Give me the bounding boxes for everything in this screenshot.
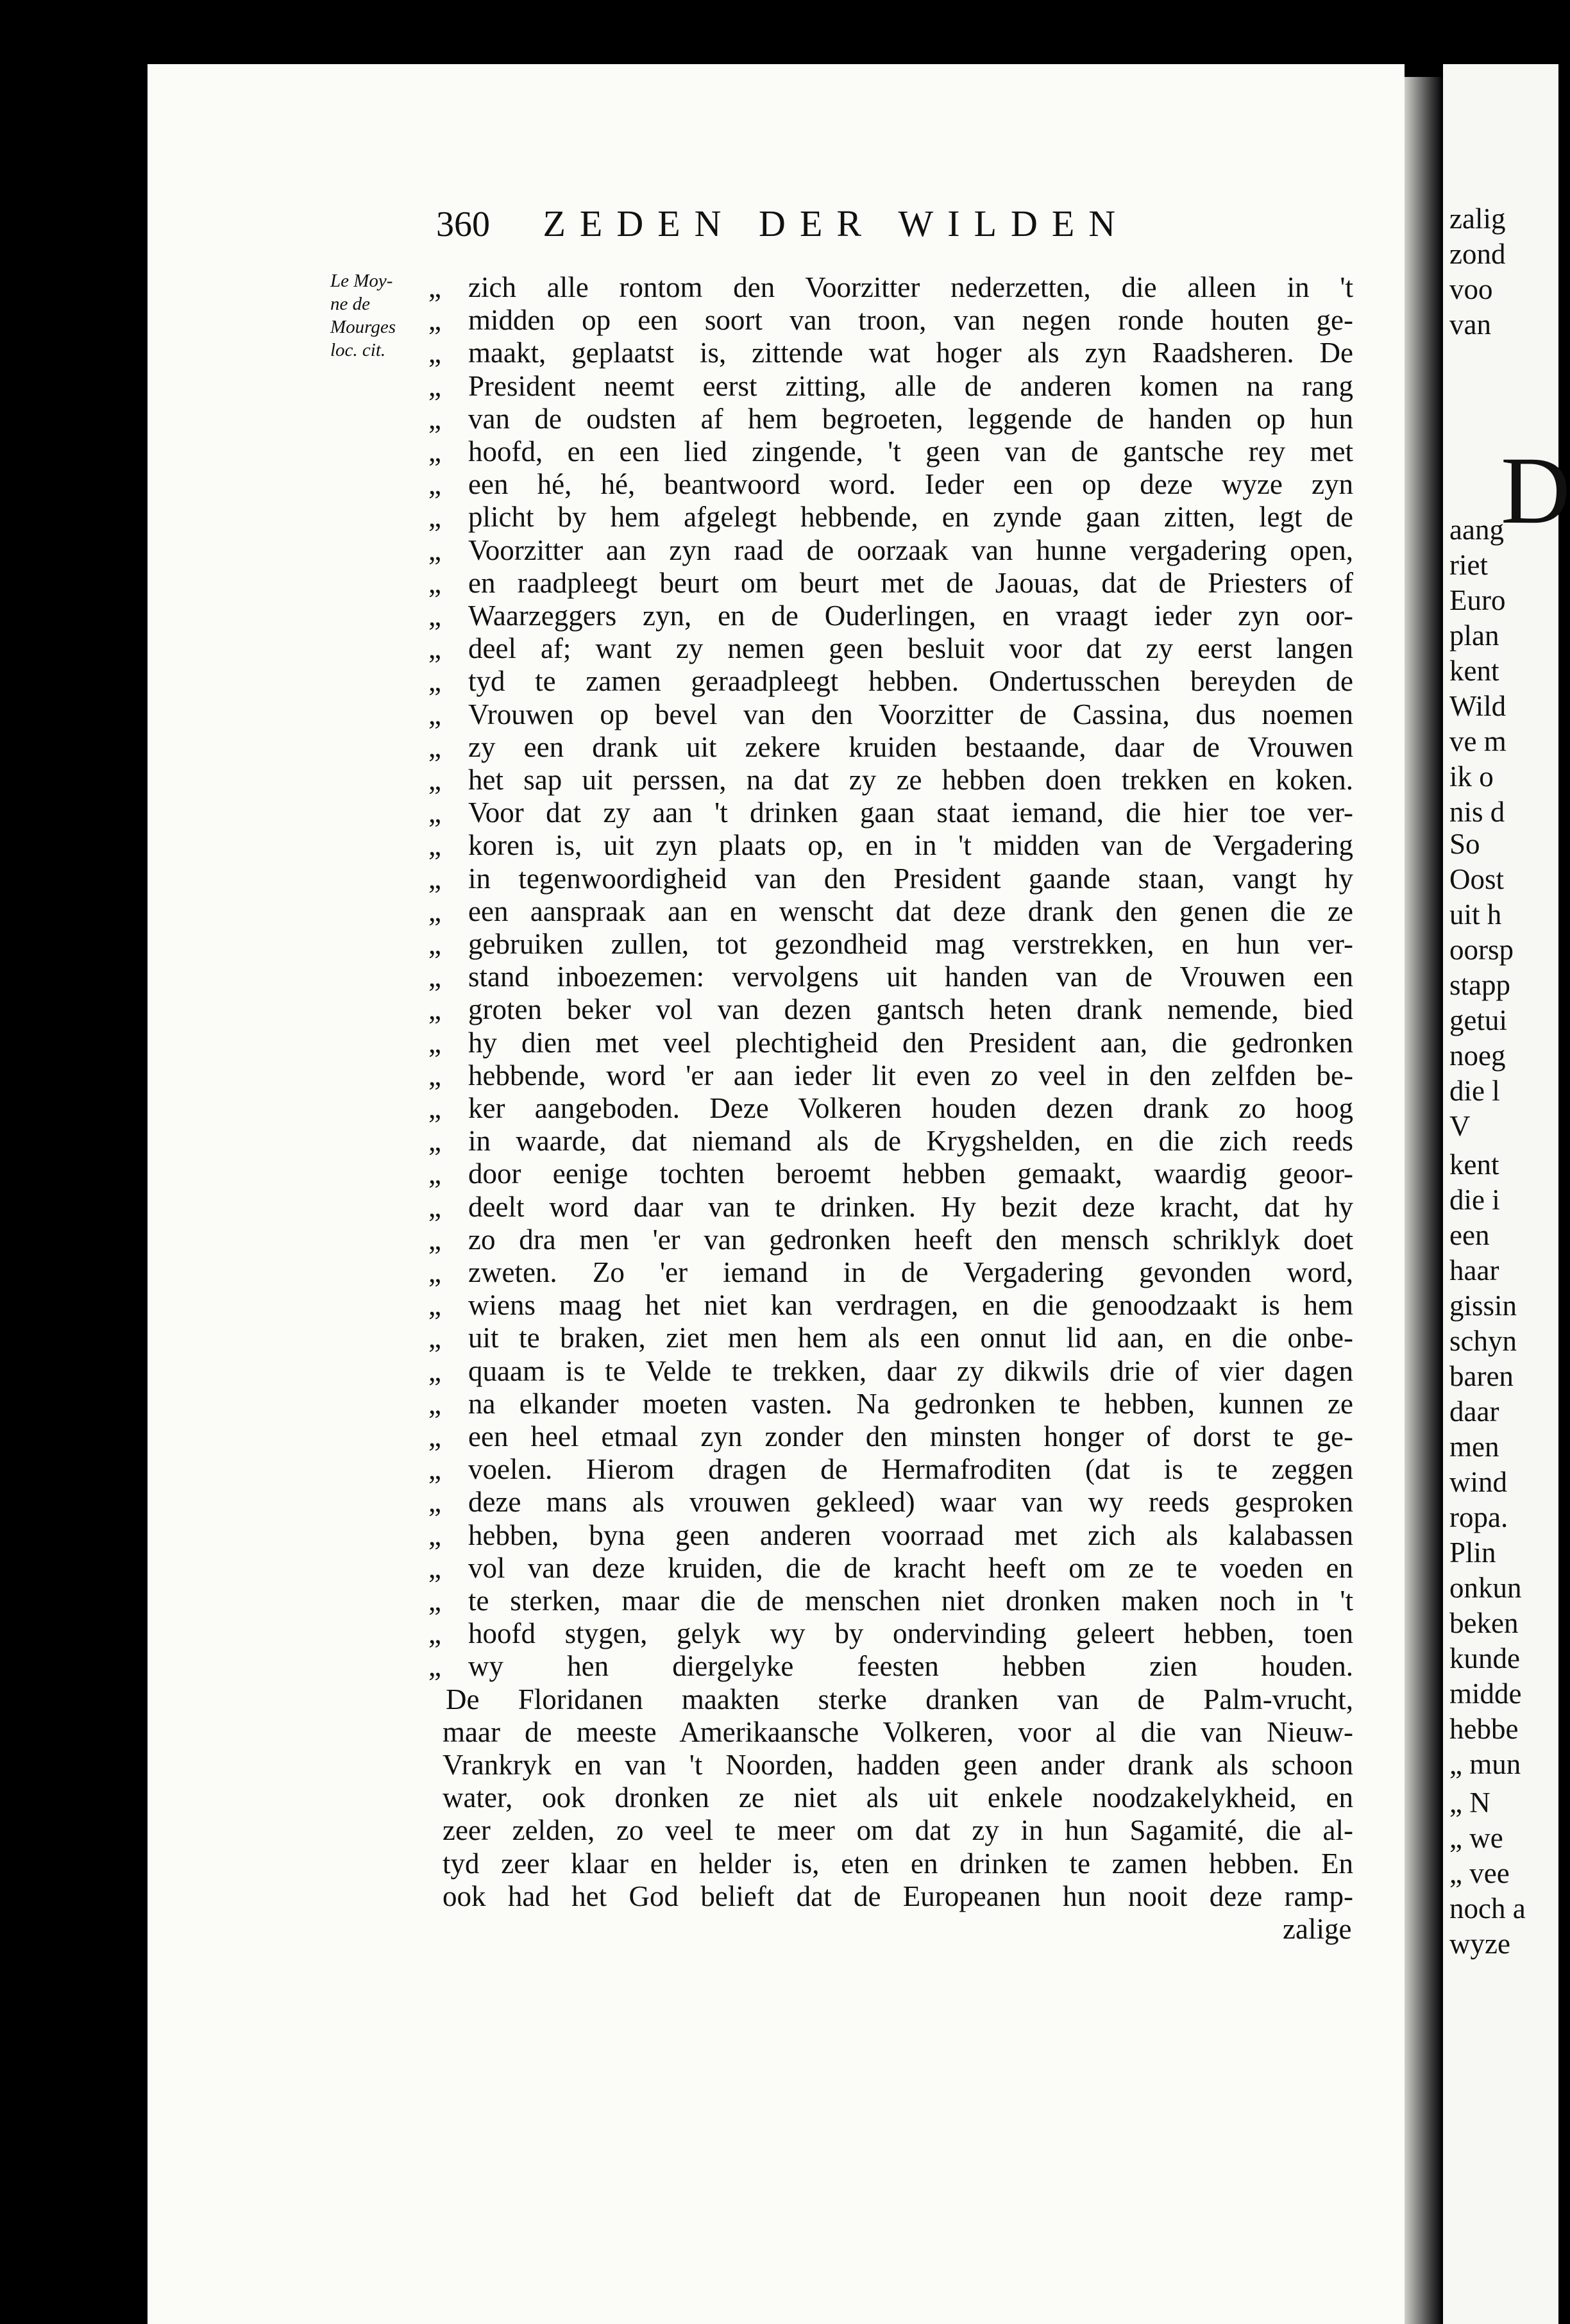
paragraph-line: maar de meeste Amerikaansche Volkeren, voor al die van Nieuw- <box>443 1715 1353 1748</box>
right-page-text-fragment: kunde <box>1449 1642 1520 1674</box>
right-page-text-fragment: „ we <box>1449 1822 1503 1854</box>
quote-line: midden op een soort van troon, van negen ronde houten ge- <box>468 304 1353 337</box>
quote-mark: „ <box>428 534 441 566</box>
quote-line: zweten. Zo 'er iemand in de Vergadering gevonden word, <box>468 1256 1353 1288</box>
quote-mark: „ <box>428 698 441 730</box>
right-page-text-fragment: wyze <box>1449 1928 1510 1960</box>
right-page-text-fragment: So <box>1449 828 1480 860</box>
right-page-text-fragment: beken <box>1449 1607 1519 1639</box>
right-page-text-fragment: hebbe <box>1449 1713 1519 1745</box>
quote-mark: „ <box>428 600 441 632</box>
quote-line: hoofd, en een lied zingende, 't geen van de gantsche rey met <box>468 435 1353 467</box>
paragraph-line: Vrankryk en van 't Noorden, hadden geen ander drank als schoon <box>443 1749 1353 1781</box>
paragraph-line: water, ook dronken ze niet als uit enkele noodzakelykheid, en <box>443 1781 1353 1814</box>
right-page-text-fragment: getui <box>1449 1004 1507 1036</box>
quote-mark: „ <box>428 1519 441 1551</box>
quote-line: zich alle rontom den Voorzitter nederzetten, die alleen in 't <box>468 271 1353 303</box>
margin-note <box>330 269 407 362</box>
quote-mark: „ <box>428 1125 441 1158</box>
quote-mark: „ <box>428 468 441 501</box>
quote-mark: „ <box>428 435 441 467</box>
quote-line: Voorzitter aan zyn raad de oorzaak van hunne vergadering open, <box>468 534 1353 566</box>
right-page-text-fragment: wind <box>1449 1466 1507 1498</box>
right-page-text-fragment: baren <box>1449 1360 1514 1392</box>
quote-mark: „ <box>428 1223 441 1256</box>
right-page-text-fragment: Oost <box>1449 863 1505 895</box>
quote-mark: „ <box>428 1026 441 1059</box>
quote-line: Vrouwen op bevel van den Voorzitter de Cassina, dus noemen <box>468 698 1353 730</box>
quote-mark: „ <box>428 1354 441 1387</box>
quote-line: een aanspraak aan en wenscht dat deze drank den genen die ze <box>468 895 1353 927</box>
right-page-text-fragment: nis d <box>1449 796 1505 828</box>
quote-line: groten beker vol van dezen gantsch heten drank nemende, bied <box>468 993 1353 1026</box>
page-number: 360 <box>436 205 490 244</box>
quote-line: deel af; want zy nemen geen besluit voor dat zy eerst langen <box>468 632 1353 665</box>
quote-mark: „ <box>428 304 441 337</box>
right-page-text-fragment: onkun <box>1449 1572 1522 1604</box>
right-page-text-fragment: die i <box>1449 1184 1500 1216</box>
running-header <box>436 202 1398 245</box>
right-page-text-fragment: „ mun <box>1449 1748 1521 1780</box>
paragraph-line: ook had het God belieft dat de Europeanen hun nooit deze ramp- <box>443 1880 1353 1912</box>
right-page-fragment <box>1443 64 1570 2324</box>
quote-mark: „ <box>428 961 441 993</box>
quote-mark: „ <box>428 1453 441 1486</box>
right-page-text-fragment: Euro <box>1449 584 1506 616</box>
quote-line: stand inboezemen: vervolgens uit handen van de Vrouwen een <box>468 961 1353 993</box>
catchword: zalige <box>1283 1913 1352 1945</box>
paragraph-line: tyd zeer klaar en helder is, eten en drinken te zamen hebben. En <box>443 1847 1353 1880</box>
quote-line: tyd te zamen geraadpleegt hebben. Ondertusschen bereyden de <box>468 665 1353 698</box>
quote-mark: „ <box>428 829 441 862</box>
quote-mark: „ <box>428 895 441 927</box>
quote-line: een hé, hé, beantwoord word. Ieder een op deze wyze zyn <box>468 468 1353 501</box>
right-page-text-fragment: gissin <box>1449 1290 1517 1322</box>
right-page-text-fragment: schyn <box>1449 1325 1517 1357</box>
right-page-text-fragment: ik o <box>1449 761 1494 793</box>
right-page-text-fragment: Wild <box>1449 690 1507 722</box>
right-page-text-fragment: Plin <box>1449 1537 1496 1569</box>
quote-mark: „ <box>428 796 441 829</box>
paragraph-line: zeer zelden, zo veel te meer om dat zy in hun Sagamité, die al- <box>443 1814 1353 1847</box>
quote-line: wy hen diergelyke feesten hebben zien houden. <box>468 1650 1353 1683</box>
quote-line: zy een drank uit zekere kruiden bestaande, daar de Vrouwen <box>468 730 1353 763</box>
margin-note-line: loc. cit. <box>330 340 386 360</box>
quote-line: quaam is te Velde te trekken, daar zy dikwils drie of vier dagen <box>468 1354 1353 1387</box>
quote-line: wiens maag het niet kan verdragen, en die genoodzaakt is hem <box>468 1289 1353 1322</box>
margin-note-line: ne de <box>330 294 370 314</box>
quote-mark: „ <box>428 1387 441 1420</box>
right-page-text-fragment: een <box>1449 1219 1490 1251</box>
quote-line: Voor dat zy aan 't drinken gaan staat iemand, die hier toe ver- <box>468 796 1353 829</box>
quote-line: hy dien met veel plechtigheid den President aan, die gedronken <box>468 1026 1353 1059</box>
margin-note-line: Le Moy- <box>330 271 393 291</box>
quote-mark: „ <box>428 1322 441 1354</box>
right-page-text-fragment: ropa. <box>1449 1501 1508 1533</box>
right-page-text-fragment: men <box>1449 1431 1499 1463</box>
quote-mark: „ <box>428 730 441 763</box>
right-page-text-fragment: plan <box>1449 619 1499 652</box>
quote-mark: „ <box>428 1585 441 1617</box>
right-page-text-fragment: uit h <box>1449 898 1502 930</box>
quote-line: ker aangeboden. Deze Volkeren houden dezen drank zo hoog <box>468 1092 1353 1124</box>
quote-mark: „ <box>428 632 441 665</box>
quote-line: President neemt eerst zitting, alle de anderen komen na rang <box>468 369 1353 402</box>
quote-line: te sterken, maar die de menschen niet dronken maken noch in 't <box>468 1585 1353 1617</box>
right-page-text-fragment: midde <box>1449 1678 1522 1710</box>
right-page-text-fragment: „ N <box>1449 1787 1490 1819</box>
quote-line: maakt, geplaatst is, zittende wat hoger als zyn Raadsheren. De <box>468 337 1353 369</box>
quote-line: deze mans als vrouwen gekleed) waar van wy reeds gesproken <box>468 1486 1353 1519</box>
right-page-text-fragment: noch a <box>1449 1892 1526 1924</box>
quote-line: na elkander moeten vasten. Na gedronken te hebben, kunnen ze <box>468 1387 1353 1420</box>
quote-mark: „ <box>428 402 441 435</box>
quote-mark: „ <box>428 1289 441 1322</box>
right-page-text-fragment: „ vee <box>1449 1857 1510 1889</box>
quote-line: zo dra men 'er van gedronken heeft den mensch schriklyk doet <box>468 1223 1353 1256</box>
quote-line: van de oudsten af hem begroeten, leggende de handen op hun <box>468 402 1353 435</box>
quote-mark: „ <box>428 1256 441 1288</box>
quote-line: deelt word daar van te drinken. Hy bezit deze kracht, dat hy <box>468 1190 1353 1223</box>
quote-line: Waarzeggers zyn, en de Ouderlingen, en vraagt ieder zyn oor- <box>468 600 1353 632</box>
running-head-title: ZEDEN DER WILDEN <box>543 203 1130 244</box>
quote-mark: „ <box>428 501 441 534</box>
quote-line: in tegenwoordigheid van den President gaande staan, vangt hy <box>468 862 1353 895</box>
quote-mark: „ <box>428 928 441 960</box>
quote-mark: „ <box>428 337 441 369</box>
paragraph-line: De Floridanen maakten sterke dranken van de Palm-vrucht, <box>446 1683 1353 1715</box>
quote-mark: „ <box>428 1190 441 1223</box>
quote-mark: „ <box>428 1486 441 1519</box>
right-page-text-fragment: ve m <box>1449 725 1507 757</box>
quote-mark: „ <box>428 1092 441 1124</box>
quote-mark: „ <box>428 1059 441 1091</box>
right-page-text-fragment: van <box>1449 308 1491 341</box>
quote-line: voelen. Hierom dragen de Hermafroditen (dat is te zeggen <box>468 1453 1353 1486</box>
right-page-text-fragment: daar <box>1449 1395 1499 1427</box>
right-page-text-fragment: voo <box>1449 273 1493 305</box>
right-page-text-fragment: D <box>1501 437 1570 544</box>
right-page-text-fragment: kent <box>1449 655 1499 687</box>
right-page-text-fragment: zalig <box>1449 203 1506 235</box>
quote-line: in waarde, dat niemand als de Krygshelden, en die zich reeds <box>468 1125 1353 1158</box>
margin-note-line: Mourges <box>330 317 396 337</box>
quote-mark: „ <box>428 1420 441 1453</box>
quote-line: vol van deze kruiden, die de kracht heeft om ze te voeden en <box>468 1551 1353 1584</box>
quote-line: gebruiken zullen, tot gezondheid mag verstrekken, en hun ver- <box>468 928 1353 960</box>
quote-line: door eenige tochten beroemt hebben gemaakt, waardig geoor- <box>468 1158 1353 1190</box>
quote-line: uit te braken, ziet men hem als een onnut lid aan, en die onbe- <box>468 1322 1353 1354</box>
quote-mark: „ <box>428 764 441 796</box>
quote-mark: „ <box>428 665 441 698</box>
right-page-text-fragment: kent <box>1449 1149 1499 1181</box>
quote-line: hoofd stygen, gelyk wy by ondervinding geleert hebben, toen <box>468 1617 1353 1650</box>
quote-line: hebben, byna geen anderen voorraad met zich als kalabassen <box>468 1519 1353 1551</box>
right-page-text-fragment: zond <box>1449 238 1506 270</box>
quote-line: een heel etmaal zyn zonder den minsten honger of dorst te ge- <box>468 1420 1353 1453</box>
right-page-text-fragment: riet <box>1449 549 1488 581</box>
quote-mark: „ <box>428 1617 441 1650</box>
quote-line: hebbende, word 'er aan ieder lit even zo veel in den zelfden be- <box>468 1059 1353 1091</box>
quote-mark: „ <box>428 369 441 402</box>
right-page-text-fragment: aang <box>1449 514 1504 546</box>
quote-mark: „ <box>428 1158 441 1190</box>
quote-mark: „ <box>428 993 441 1026</box>
quote-line: en raadpleegt beurt om beurt met de Jaouas, dat de Priesters of <box>468 566 1353 599</box>
quote-mark: „ <box>428 1551 441 1584</box>
right-page-text-fragment: die l <box>1449 1075 1500 1107</box>
right-page-text-fragment: haar <box>1449 1254 1499 1286</box>
quote-line: plicht by hem afgelegt hebbende, en zynde gaan zitten, legt de <box>468 501 1353 534</box>
quote-line: koren is, uit zyn plaats op, en in 't midden van de Vergadering <box>468 829 1353 862</box>
right-page-text-fragment: oorsp <box>1449 934 1514 966</box>
quote-line: het sap uit perssen, na dat zy ze hebben doen trekken en koken. <box>468 764 1353 796</box>
right-page-text-fragment: V <box>1449 1110 1471 1142</box>
quote-mark: „ <box>428 271 441 303</box>
quote-mark: „ <box>428 566 441 599</box>
right-page-text-fragment: stapp <box>1449 969 1510 1001</box>
quote-mark: „ <box>428 1650 441 1683</box>
right-page-text-fragment: noeg <box>1449 1040 1506 1072</box>
quote-mark: „ <box>428 862 441 895</box>
page-gutter-shadow <box>1405 77 1443 2324</box>
